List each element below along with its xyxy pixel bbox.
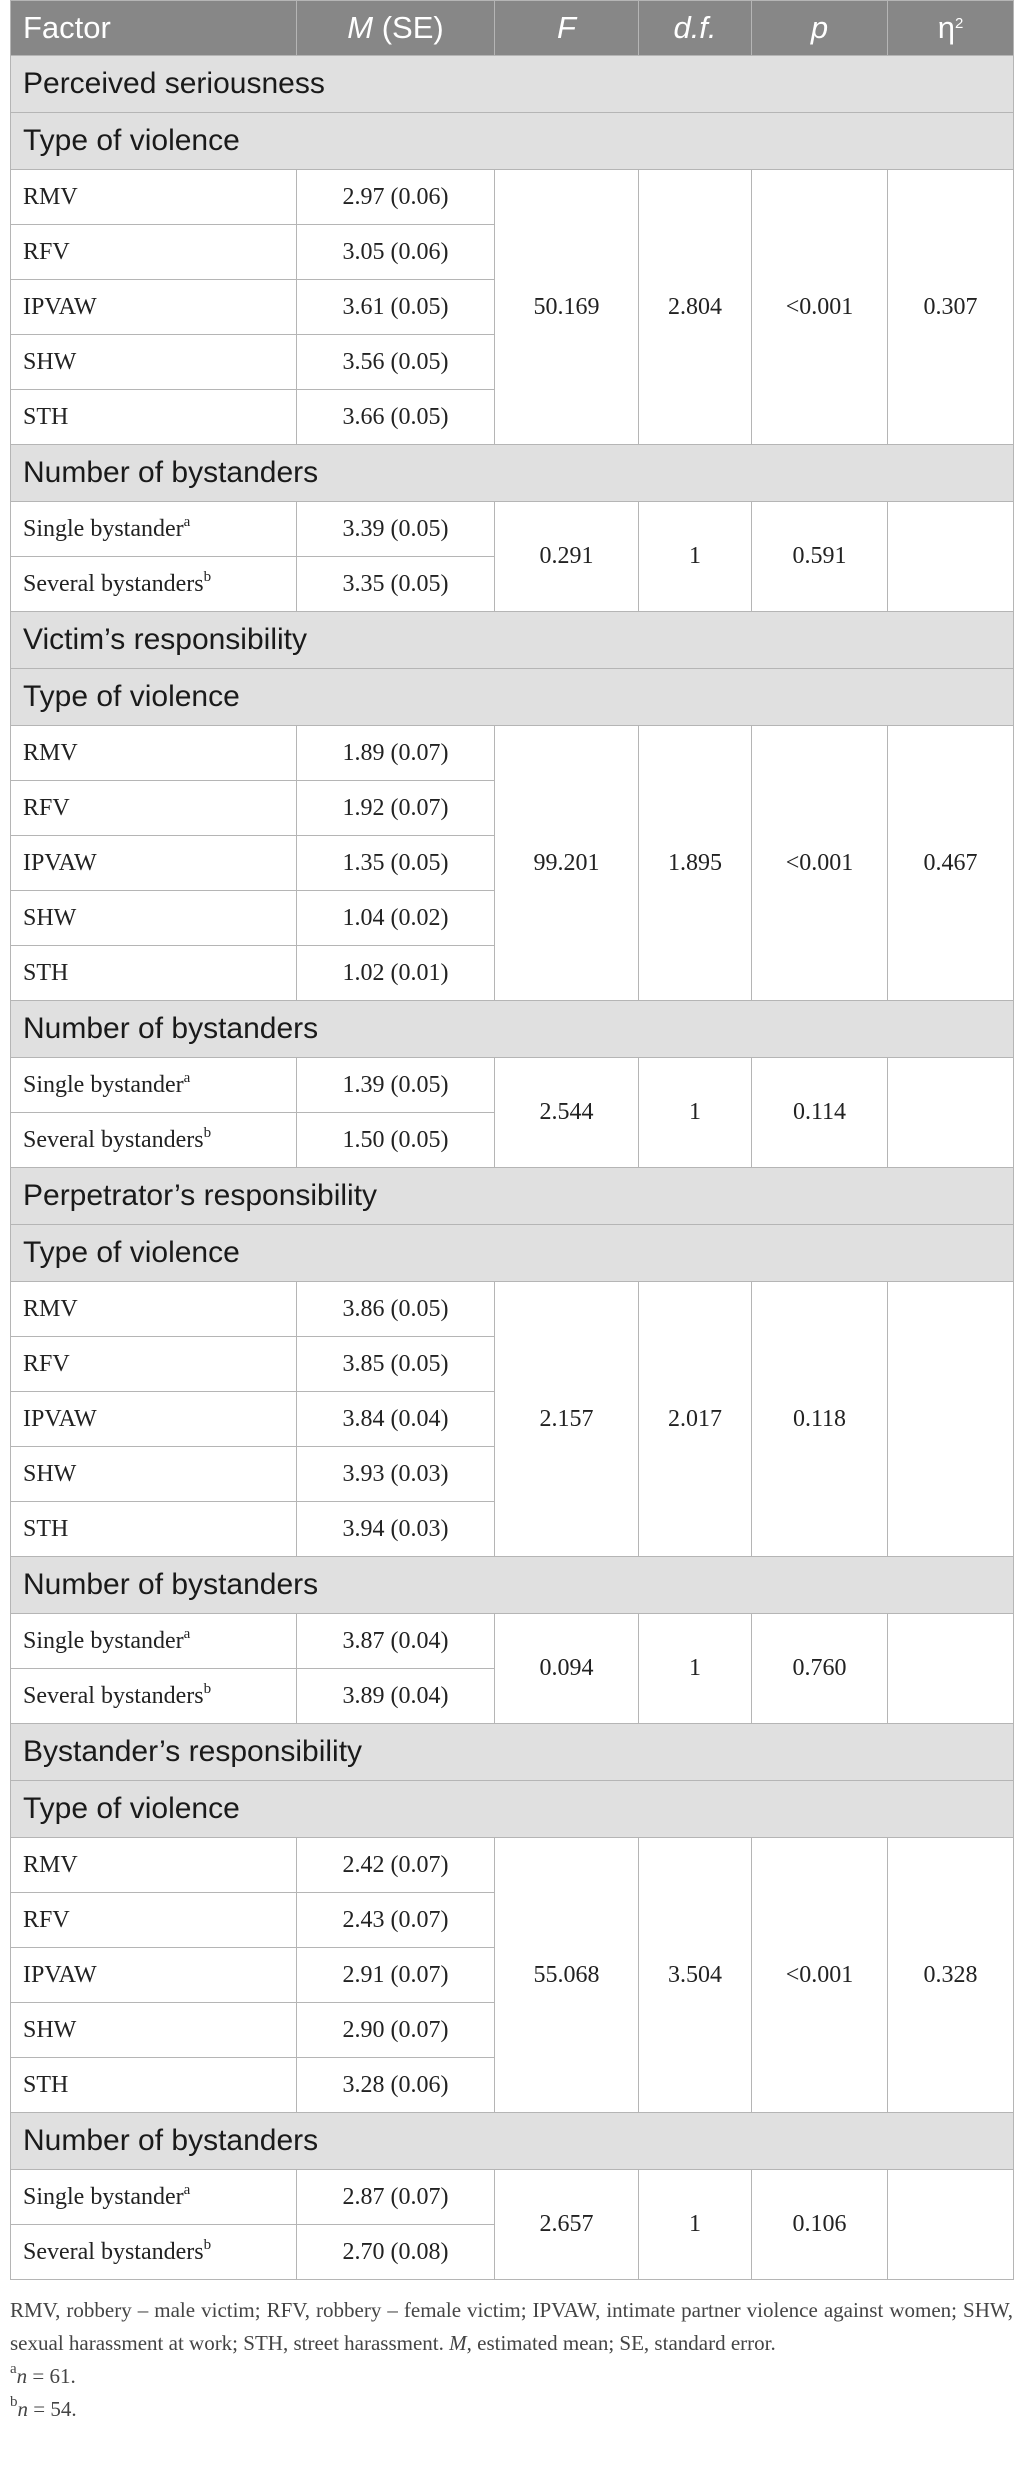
row-mean-se: 3.05 (0.06) — [297, 225, 495, 280]
row-label-text: Several bystanders — [23, 1682, 204, 1709]
table-row — [11, 1282, 1014, 1337]
subsection-header-row — [11, 113, 1014, 170]
subsection-title: Type of violence — [11, 1781, 1014, 1838]
subsection-header-row — [11, 1781, 1014, 1838]
section-title: Perceived seriousness — [11, 56, 1014, 113]
stat-eta: 0.328 — [888, 1838, 1014, 2113]
row-label: SHW — [11, 891, 297, 946]
row-mean-se: 1.39 (0.05) — [297, 1058, 495, 1113]
stat-f: 2.657 — [495, 2170, 639, 2280]
row-mean-se: 2.43 (0.07) — [297, 1893, 495, 1948]
row-label-text: Several bystanders — [23, 570, 204, 597]
row-label: STH — [11, 2058, 297, 2113]
stat-p: <0.001 — [752, 170, 888, 445]
row-mean-se: 1.50 (0.05) — [297, 1113, 495, 1168]
stat-eta: 0.467 — [888, 726, 1014, 1001]
row-label — [11, 1669, 297, 1724]
row-label: SHW — [11, 335, 297, 390]
footnote-marker: a — [183, 2181, 191, 2198]
section-header-row — [11, 1168, 1014, 1225]
subsection-title: Type of violence — [11, 113, 1014, 170]
subsection-header-row — [11, 669, 1014, 726]
header-row — [11, 1, 1014, 56]
row-mean-se: 3.84 (0.04) — [297, 1392, 495, 1447]
row-label: IPVAW — [11, 1948, 297, 2003]
subsection-header-row — [11, 1225, 1014, 1282]
table-row — [11, 1614, 1014, 1669]
stat-eta — [888, 2170, 1014, 2280]
row-label: STH — [11, 946, 297, 1001]
row-mean-se: 3.66 (0.05) — [297, 390, 495, 445]
stat-p: <0.001 — [752, 1838, 888, 2113]
row-mean-se: 3.28 (0.06) — [297, 2058, 495, 2113]
row-mean-se: 2.97 (0.06) — [297, 170, 495, 225]
row-label: IPVAW — [11, 280, 297, 335]
table-row — [11, 726, 1014, 781]
row-mean-se: 3.94 (0.03) — [297, 1502, 495, 1557]
row-label-text: Several bystanders — [23, 1126, 204, 1153]
section-title: Bystander’s responsibility — [11, 1724, 1014, 1781]
row-label: RMV — [11, 1838, 297, 1893]
section-title: Victim’s responsibility — [11, 612, 1014, 669]
stat-p: 0.118 — [752, 1282, 888, 1557]
stat-p: 0.114 — [752, 1058, 888, 1168]
row-mean-se: 3.87 (0.04) — [297, 1614, 495, 1669]
subsection-title: Number of bystanders — [11, 445, 1014, 502]
row-label-text: Single bystander — [23, 515, 184, 542]
subsection-title: Number of bystanders — [11, 1557, 1014, 1614]
stat-eta — [888, 1614, 1014, 1724]
subsection-header-row — [11, 1557, 1014, 1614]
row-mean-se: 1.02 (0.01) — [297, 946, 495, 1001]
row-label — [11, 2225, 297, 2280]
row-label: STH — [11, 390, 297, 445]
row-label — [11, 1614, 297, 1669]
table-footnotes — [10, 2294, 1013, 2426]
footnote-b: $^b$n = 54. — [10, 2394, 77, 2421]
row-label: IPVAW — [11, 836, 297, 891]
header-f: F — [495, 1, 639, 56]
stat-f: 2.544 — [495, 1058, 639, 1168]
footnote-a: $^a$n = 61. — [10, 2361, 76, 2388]
row-label: RFV — [11, 781, 297, 836]
stat-df: 1 — [639, 502, 752, 612]
footnote-marker: b — [203, 1124, 212, 1141]
header-eta: $\eta^2$ — [888, 1, 1014, 56]
stat-f: 55.068 — [495, 1838, 639, 2113]
section-header-row — [11, 612, 1014, 669]
row-label: RFV — [11, 225, 297, 280]
subsection-title: Number of bystanders — [11, 1001, 1014, 1058]
stat-p: 0.106 — [752, 2170, 888, 2280]
row-label: SHW — [11, 1447, 297, 1502]
stat-eta — [888, 502, 1014, 612]
stat-p: 0.760 — [752, 1614, 888, 1724]
stat-eta — [888, 1282, 1014, 1557]
stat-df: 1 — [639, 1614, 752, 1724]
table-row — [11, 502, 1014, 557]
stat-df: 2.804 — [639, 170, 752, 445]
row-label — [11, 1058, 297, 1113]
stat-df: 1.895 — [639, 726, 752, 1001]
header-factor: Factor — [11, 1, 297, 56]
row-mean-se: 3.39 (0.05) — [297, 502, 495, 557]
stat-f: 0.094 — [495, 1614, 639, 1724]
row-label — [11, 557, 297, 612]
header-df: d.f. — [639, 1, 752, 56]
row-label: RMV — [11, 726, 297, 781]
row-mean-se: 1.04 (0.02) — [297, 891, 495, 946]
row-label-text: Several bystanders — [23, 2238, 204, 2265]
row-label-text: Single bystander — [23, 1627, 184, 1654]
subsection-header-row — [11, 2113, 1014, 2170]
table-page — [10, 0, 1013, 2426]
table-row — [11, 170, 1014, 225]
row-mean-se: 3.61 (0.05) — [297, 280, 495, 335]
stat-f: 50.169 — [495, 170, 639, 445]
row-label-text: Single bystander — [23, 1071, 184, 1098]
row-label-text: Single bystander — [23, 2183, 184, 2210]
row-mean-se: 1.35 (0.05) — [297, 836, 495, 891]
footnote-marker: b — [203, 568, 212, 585]
header-p: p — [752, 1, 888, 56]
section-header-row — [11, 1724, 1014, 1781]
row-label: RFV — [11, 1893, 297, 1948]
stat-df: 3.504 — [639, 1838, 752, 2113]
row-mean-se: 3.85 (0.05) — [297, 1337, 495, 1392]
subsection-title: Type of violence — [11, 1225, 1014, 1282]
table-row — [11, 1058, 1014, 1113]
row-mean-se: 2.87 (0.07) — [297, 2170, 495, 2225]
stat-df: 2.017 — [639, 1282, 752, 1557]
row-mean-se: 1.92 (0.07) — [297, 781, 495, 836]
row-mean-se: 2.70 (0.08) — [297, 2225, 495, 2280]
stat-f: 0.291 — [495, 502, 639, 612]
row-label: STH — [11, 1502, 297, 1557]
footnote-marker: b — [203, 2236, 212, 2253]
row-mean-se: 3.86 (0.05) — [297, 1282, 495, 1337]
stat-df: 1 — [639, 1058, 752, 1168]
footnote-marker: a — [183, 513, 191, 530]
row-label — [11, 502, 297, 557]
header-mean-se: M (SE) — [297, 1, 495, 56]
row-label — [11, 1113, 297, 1168]
results-table — [10, 0, 1014, 2280]
row-label: IPVAW — [11, 1392, 297, 1447]
table-row — [11, 2170, 1014, 2225]
table-row — [11, 1838, 1014, 1893]
stat-eta — [888, 1058, 1014, 1168]
footnote-marker: a — [183, 1625, 191, 1642]
stat-eta: 0.307 — [888, 170, 1014, 445]
stat-f: 99.201 — [495, 726, 639, 1001]
row-mean-se: 2.42 (0.07) — [297, 1838, 495, 1893]
footnote-marker: b — [203, 1680, 212, 1697]
subsection-header-row — [11, 445, 1014, 502]
row-label: RFV — [11, 1337, 297, 1392]
row-mean-se: 3.35 (0.05) — [297, 557, 495, 612]
row-mean-se: 2.90 (0.07) — [297, 2003, 495, 2058]
row-mean-se: 3.93 (0.03) — [297, 1447, 495, 1502]
row-label: SHW — [11, 2003, 297, 2058]
footnote-marker: a — [183, 1069, 191, 1086]
row-mean-se: 3.89 (0.04) — [297, 1669, 495, 1724]
section-header-row — [11, 56, 1014, 113]
row-label: RMV — [11, 170, 297, 225]
row-mean-se: 1.89 (0.07) — [297, 726, 495, 781]
stat-df: 1 — [639, 2170, 752, 2280]
stat-p: <0.001 — [752, 726, 888, 1001]
subsection-title: Number of bystanders — [11, 2113, 1014, 2170]
table-body — [11, 56, 1014, 2280]
stat-p: 0.591 — [752, 502, 888, 612]
subsection-title: Type of violence — [11, 669, 1014, 726]
subsection-header-row — [11, 1001, 1014, 1058]
row-mean-se: 2.91 (0.07) — [297, 1948, 495, 2003]
footnote-abbreviations: RMV, robbery – male victim; RFV, robbery – female victim; IPVAW, intimate partner violence against women; SHW, sexual harassment at work; STH, street harassment. M, estimated mean; SE, standard error. — [10, 2298, 1013, 2355]
section-title: Perpetrator’s responsibility — [11, 1168, 1014, 1225]
stat-f: 2.157 — [495, 1282, 639, 1557]
row-label: RMV — [11, 1282, 297, 1337]
row-mean-se: 3.56 (0.05) — [297, 335, 495, 390]
row-label — [11, 2170, 297, 2225]
